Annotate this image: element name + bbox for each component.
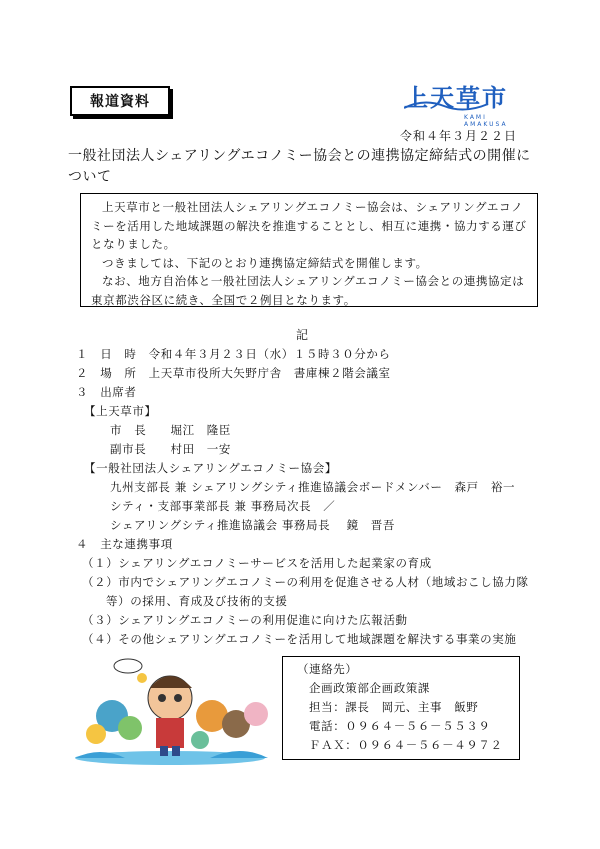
press-release-label: 報道資料 xyxy=(70,86,170,116)
detail-datetime: １ 日 時 令和４年３月２３日（水）１５時３０分から xyxy=(76,347,391,361)
cooperation-item-3: （３）シェアリングエコノミーの利用促進に向けた広報活動 xyxy=(82,613,408,627)
title-line-2: ついて xyxy=(68,169,112,185)
cooperation-item-4: （４）その他シェアリングエコノミーを活用して地域課題を解決する事業の実施 xyxy=(82,632,517,646)
city-logo xyxy=(404,84,528,128)
document-title xyxy=(68,146,538,188)
detail-attendees-heading: ３ 出席者 xyxy=(76,385,137,399)
contact-fax: ＦＡＸ：０９６４－５６－４９７２ xyxy=(309,738,503,752)
title-line-1: 一般社団法人シェアリングエコノミー協会との連携協定締結式の開催に xyxy=(68,148,531,164)
logo-text: 上天草市 xyxy=(404,84,508,112)
detail-place: ２ 場 所 上天草市役所大矢野庁舎 書庫棟２階会議室 xyxy=(76,366,391,380)
cooperation-item-1: （１）シェアリングエコノミーサービスを活用した起業家の育成 xyxy=(82,556,432,570)
contact-header: （連絡先） xyxy=(297,662,358,676)
contact-box xyxy=(282,656,520,760)
cooperation-heading: ４ 主な連携事項 xyxy=(76,537,173,551)
attendee-vice-mayor: 副市長 村田 一安 xyxy=(110,442,231,456)
summary-p1-l1: 上天草市と一般社団法人シェアリングエコノミー協会は、シェアリングエコノ xyxy=(102,200,524,214)
attendee-assoc-2: シティ・支部事業部長 兼 事務局次長 ／ xyxy=(110,499,336,513)
contact-dept: 企画政策部企画政策課 xyxy=(309,681,430,695)
contact-tel: 電話：０９６４－５６－５５３９ xyxy=(309,719,491,733)
city-header: 【上天草市】 xyxy=(84,404,157,418)
summary-p1-l3: となりました。 xyxy=(91,237,176,251)
ki-heading: 記 xyxy=(296,328,309,342)
mascot-illustration xyxy=(70,654,270,766)
summary-p1-l2: ミーを活用した地域課題の解決を推進することとし、相互に連携・協力する運び xyxy=(91,218,527,233)
summary-p3-l2: 東京都渋谷区に続き、全国で２例目となります。 xyxy=(91,292,356,307)
logo-subtext: KAMI AMAKUSA xyxy=(464,114,508,128)
summary-p3-l1: なお、地方自治体と一般社団法人シェアリングエコノミー協会との連携協定は xyxy=(102,274,525,288)
release-date: 令和４年３月２２日 xyxy=(400,129,518,143)
attendee-assoc-1: 九州支部長 兼 シェアリングシティ推進協議会ボードメンバー 森戸 裕一 xyxy=(110,480,516,494)
summary-p2: つきましては、下記のとおり連携協定締結式を開催します。 xyxy=(102,255,428,270)
cooperation-item-2-cont: 等）の採用、育成及び技術的支援 xyxy=(106,594,288,608)
attendee-mayor: 市 長 堀江 隆臣 xyxy=(110,423,231,437)
contact-person: 担当：課長 岡元、主事 飯野 xyxy=(309,700,479,714)
attendee-assoc-3: シェアリングシティ推進協議会 事務局長 鏡 晋吾 xyxy=(110,518,395,532)
summary-box xyxy=(80,193,538,307)
cooperation-item-2: （２）市内でシェアリングエコノミーの利用を促進させる人材（地域おこし協力隊 xyxy=(82,575,529,589)
association-header: 【一般社団法人シェアリングエコノミー協会】 xyxy=(84,461,337,475)
